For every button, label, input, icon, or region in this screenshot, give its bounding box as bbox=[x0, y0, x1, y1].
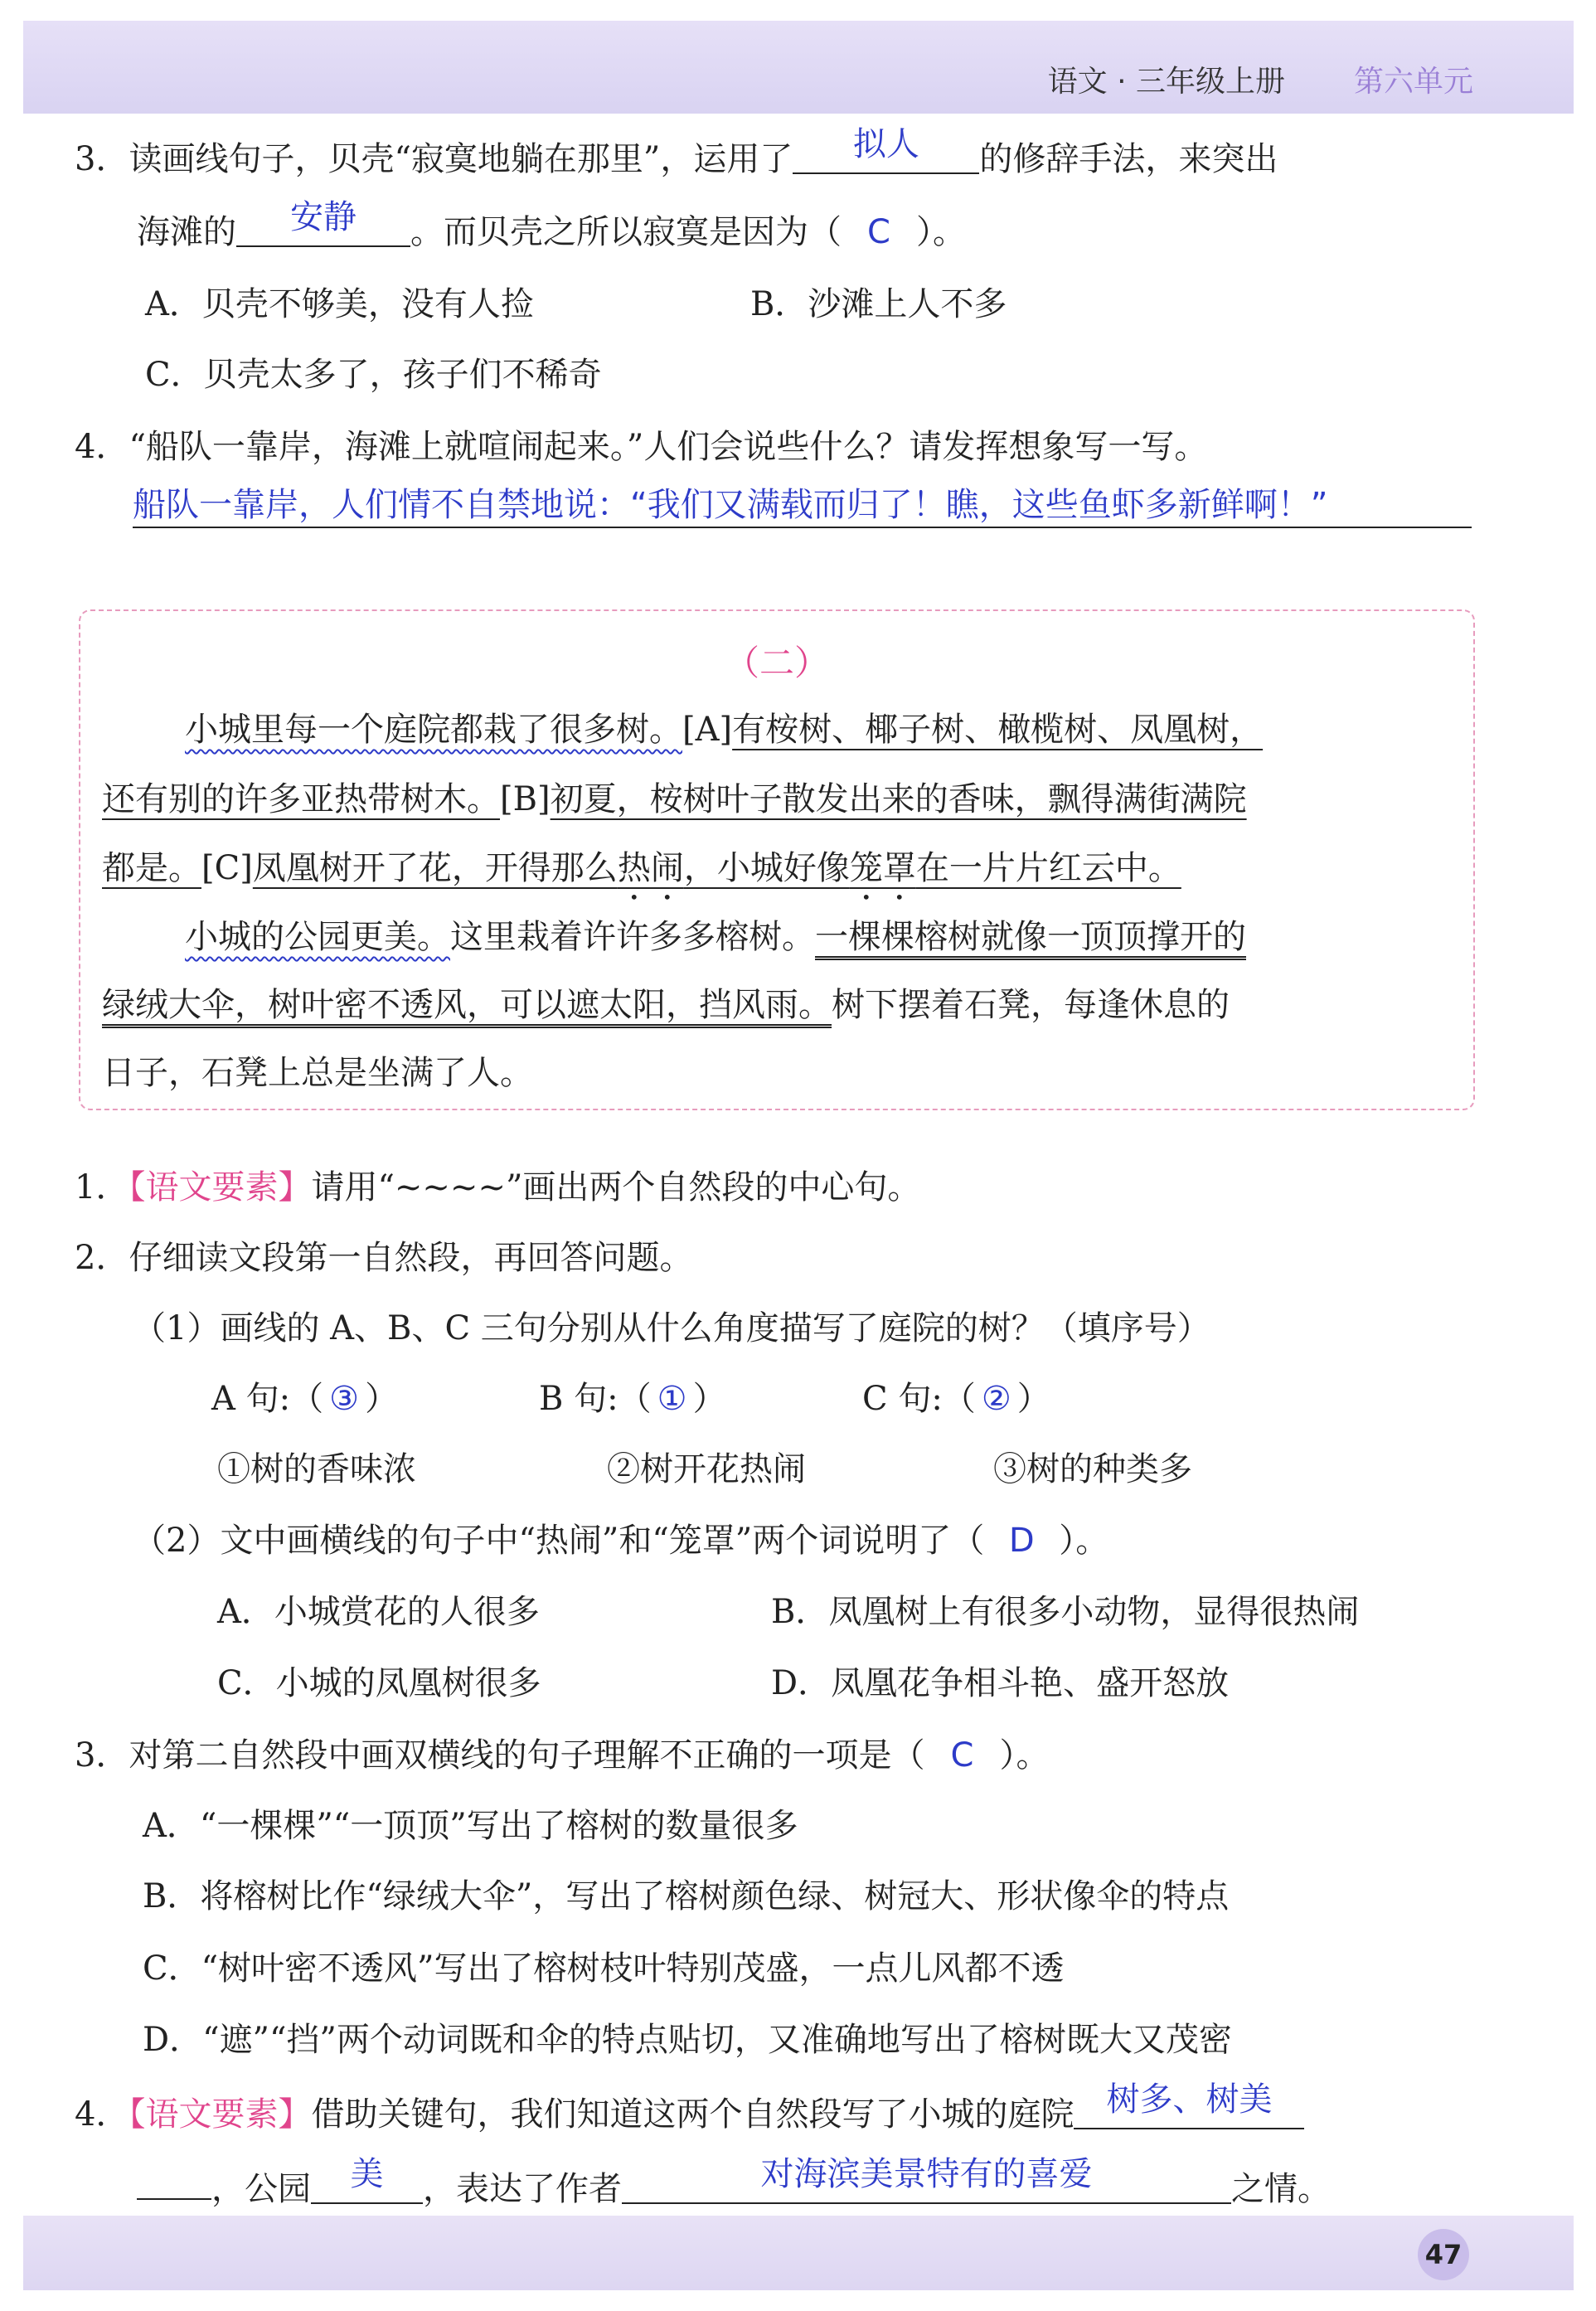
q2-2-2-answer[interactable]: D bbox=[1008, 1522, 1035, 1560]
q2-2-1: （1）画线的 A、B、C 三句分别从什么角度描写了庭院的树？（填序号） bbox=[133, 1309, 1210, 1347]
q3-option-c: C．贝壳太多了，孩子们不稀奇 bbox=[145, 356, 602, 394]
q2-2-2-option-d: D．凤凰花争相斗艳、盛开怒放 bbox=[771, 1664, 1230, 1702]
q2-2-2-option-c: C．小城的凤凰树很多 bbox=[217, 1664, 541, 1702]
passage-p2-line1: 小城的公园更美。这里栽着许许多多榕树。一棵棵榕树就像一顶顶撑开的 bbox=[185, 918, 1246, 956]
word-longzhao: 笼罩 bbox=[849, 849, 916, 887]
q2-2: 2．仔细读文段第一自然段，再回答问题。 bbox=[75, 1239, 693, 1277]
option-1: ①树的香味浓 bbox=[217, 1450, 416, 1488]
passage-p1-line1: 小城里每一个庭院都栽了很多树。[A]有桉树、椰子树、橄榄树、凤凰树， bbox=[185, 711, 1264, 749]
passage-title: （二） bbox=[724, 643, 829, 683]
q3-line2: 海滩的 安静 。而贝壳之所以寂寞是因为（ C ）。 bbox=[137, 198, 966, 251]
passage-p1-line2: 还有别的许多亚热带树木。[B]初夏，桉树叶子散发出来的香味，飘得满街满院 bbox=[102, 780, 1247, 818]
central-sentence-2: 小城的公园更美。 bbox=[185, 918, 450, 956]
q2-4-blank1-cont bbox=[137, 2158, 211, 2200]
q2-2-2-option-b: B．凤凰树上有很多小动物，显得很热闹 bbox=[771, 1593, 1360, 1631]
central-sentence-1: 小城里每一个庭院都栽了很多树。 bbox=[185, 711, 682, 749]
passage-p1-line3: 都是。[C]凤凰树开了花，开得那么热闹，小城好像笼罩在一片片红云中。 bbox=[102, 849, 1181, 887]
q3-option-b: B．沙滩上人不多 bbox=[750, 285, 1007, 323]
page-header-band bbox=[23, 21, 1574, 114]
q2-3-option-b: B．将榕树比作“绿绒大伞”，写出了榕树颜色绿、树冠大、形状像伞的特点 bbox=[143, 1877, 1230, 1915]
q2-4-blank2[interactable]: 美 bbox=[311, 2163, 423, 2204]
header-unit: 第六单元 bbox=[1353, 65, 1473, 99]
q3-line1: 3．读画线句子，贝壳“寂寞地躺在那里”，运用了 拟人 的修辞手法，来突出 bbox=[75, 125, 1278, 178]
q3-option-a: A．贝壳不够美，没有人捡 bbox=[145, 285, 534, 323]
passage-p2-line2: 绿绒大伞，树叶密不透风，可以遮太阳，挡风雨。树下摆着石凳，每逢休息的 bbox=[102, 986, 1230, 1024]
yuwen-yaosu-tag: 【语文要素】 bbox=[129, 1168, 312, 1206]
header-subject: 语文 · 三年级上册 bbox=[1047, 65, 1285, 99]
yuwen-yaosu-tag-2: 【语文要素】 bbox=[129, 2095, 312, 2134]
q2-3-answer[interactable]: C bbox=[950, 1736, 974, 1775]
q2-4-blank1[interactable]: 树多、树美 bbox=[1074, 2088, 1304, 2129]
q2-3-option-a: A．“一棵棵”“一顶顶”写出了榕树的数量很多 bbox=[143, 1807, 798, 1845]
option-2: ②树开花热闹 bbox=[607, 1450, 806, 1488]
answer-c: C 句:（ ② ） bbox=[862, 1380, 1050, 1418]
q2-3: 3．对第二自然段中画双横线的句子理解不正确的一项是（ C ）。 bbox=[75, 1736, 1050, 1775]
q2-4-blank3[interactable]: 对海滨美景特有的喜爱 bbox=[622, 2163, 1231, 2204]
q2-2-2: （2）文中画横线的句子中“热闹”和“笼罩”两个词说明了（ D ）。 bbox=[133, 1522, 1109, 1560]
q3-blank1[interactable]: 拟人 bbox=[793, 133, 979, 174]
answer-c-value[interactable]: ② bbox=[981, 1380, 1011, 1418]
answer-a: A 句:（ ③ ） bbox=[211, 1380, 399, 1418]
q2-3-option-d: D．“遮”“挡”两个动词既和伞的特点贴切，又准确地写出了榕树既大又茂密 bbox=[143, 2021, 1232, 2059]
q4-answer-line[interactable] bbox=[133, 477, 1472, 528]
q2-1: 1．【语文要素】请用“~~~~”画出两个自然段的中心句。 bbox=[75, 1168, 921, 1206]
page-footer-band bbox=[23, 2216, 1574, 2290]
q4-answer: 船队一靠岸，人们情不自禁地说：“我们又满载而归了！瞧，这些鱼虾多新鲜啊！” bbox=[133, 486, 1328, 524]
option-3: ③树的种类多 bbox=[993, 1450, 1192, 1488]
q2-4-line1: 4．【语文要素】借助关键句，我们知道这两个自然段写了小城的庭院 树多、树美 bbox=[75, 2088, 1304, 2135]
page-number: 47 bbox=[1418, 2229, 1469, 2280]
q2-3-option-c: C．“树叶密不透风”写出了榕树枝叶特别茂盛，一点儿风都不透 bbox=[143, 1949, 1065, 1988]
q4-question: 4．“船队一靠岸，海滩上就喧闹起来。”人们会说些什么？请发挥想象写一写。 bbox=[75, 428, 1208, 466]
answer-b-value[interactable]: ① bbox=[657, 1380, 687, 1418]
answer-a-value[interactable]: ③ bbox=[329, 1380, 359, 1418]
q2-2-2-option-a: A．小城赏花的人很多 bbox=[217, 1593, 540, 1631]
passage-p2-line3: 日子，石凳上总是坐满了人。 bbox=[102, 1054, 533, 1092]
word-renao: 热闹 bbox=[617, 849, 684, 887]
q3-choice-answer[interactable]: C bbox=[867, 213, 890, 251]
q2-4-line2: ，公园 美 ，表达了作者 对海滨美景特有的喜爱 之情。 bbox=[137, 2158, 1331, 2210]
q3-blank2[interactable]: 安静 bbox=[236, 206, 410, 247]
answer-b: B 句:（ ① ） bbox=[539, 1380, 726, 1418]
